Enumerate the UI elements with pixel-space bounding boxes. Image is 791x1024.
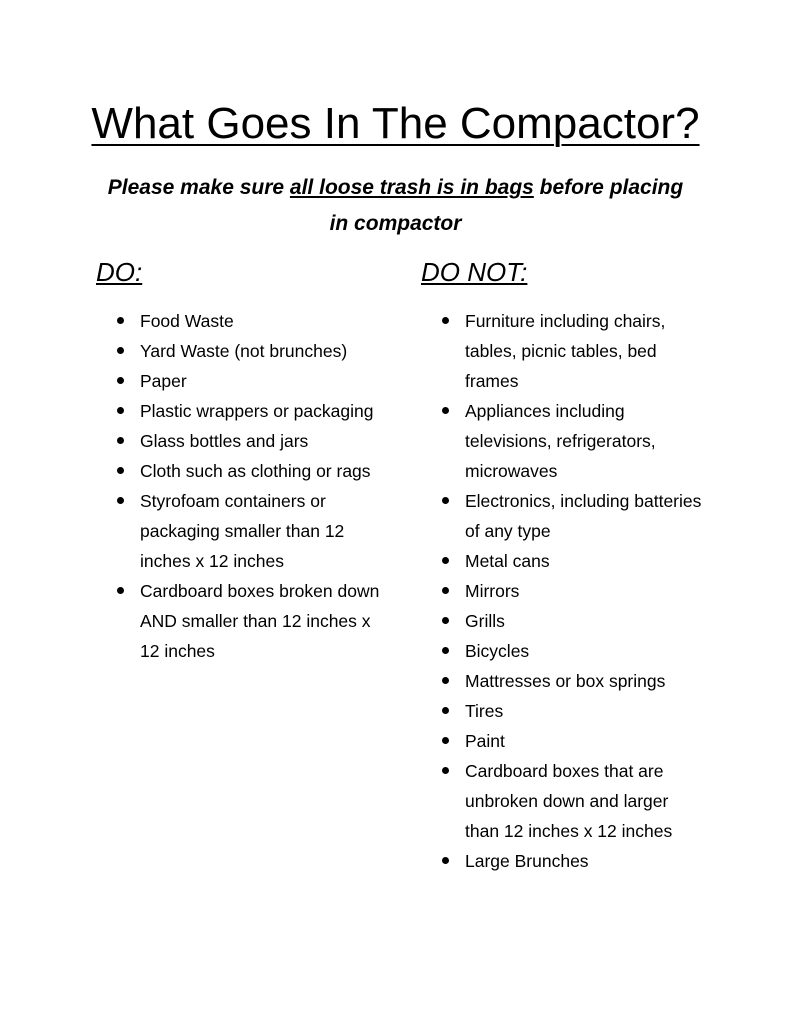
list-item: Glass bottles and jars — [140, 426, 380, 456]
bullet-icon — [117, 377, 124, 384]
bullet-icon — [117, 437, 124, 444]
bullet-icon — [117, 497, 124, 504]
list-item: Cardboard boxes that are unbroken down and larger than 12 inches x 12 inches — [465, 756, 705, 846]
page-title: What Goes In The Compactor? — [91, 99, 700, 148]
list-item: Cloth such as clothing or rags — [140, 456, 380, 486]
bullet-icon — [117, 587, 124, 594]
do-list — [140, 306, 380, 666]
bullet-icon — [442, 587, 449, 594]
list-item: Electronics, including batteries of any type — [465, 486, 705, 546]
bullet-icon — [442, 407, 449, 414]
bullet-icon — [442, 677, 449, 684]
bullet-icon — [117, 467, 124, 474]
instruction-pre: Please make sure — [107, 176, 290, 199]
bullet-icon — [442, 767, 449, 774]
bullet-icon — [117, 317, 124, 324]
list-item: Appliances including televisions, refrigerators, microwaves — [465, 396, 705, 486]
list-item: Metal cans — [465, 546, 705, 576]
bullet-icon — [442, 737, 449, 744]
list-item: Grills — [465, 606, 705, 636]
bullet-icon — [442, 617, 449, 624]
do-not-list — [465, 306, 705, 876]
list-item: Styrofoam containers or packaging smaller than 12 inches x 12 inches — [140, 486, 380, 576]
bullet-icon — [442, 707, 449, 714]
bullet-icon — [442, 857, 449, 864]
bullet-icon — [442, 557, 449, 564]
instruction-emphasis: all loose trash is in bags — [289, 176, 534, 199]
list-item: Mirrors — [465, 576, 705, 606]
bullet-icon — [442, 497, 449, 504]
bullet-icon — [117, 347, 124, 354]
list-item: Bicycles — [465, 636, 705, 666]
list-item: Plastic wrappers or packaging — [140, 396, 380, 426]
do-not-heading: DO NOT: — [421, 257, 528, 287]
list-item: Large Brunches — [465, 846, 705, 876]
do-heading: DO: — [96, 257, 143, 287]
instruction-post: before placing in compactor — [329, 176, 684, 235]
bullet-icon — [442, 647, 449, 654]
list-item: Food Waste — [140, 306, 380, 336]
bullet-icon — [117, 407, 124, 414]
list-item: Mattresses or box springs — [465, 666, 705, 696]
list-item: Furniture including chairs, tables, picnic tables, bed frames — [465, 306, 705, 396]
list-item: Cardboard boxes broken down AND smaller than 12 inches x 12 inches — [140, 576, 380, 666]
bullet-icon — [442, 317, 449, 324]
list-item: Yard Waste (not brunches) — [140, 336, 380, 366]
list-item: Paper — [140, 366, 380, 396]
list-item: Tires — [465, 696, 705, 726]
bagging-instruction — [100, 170, 691, 242]
list-item: Paint — [465, 726, 705, 756]
